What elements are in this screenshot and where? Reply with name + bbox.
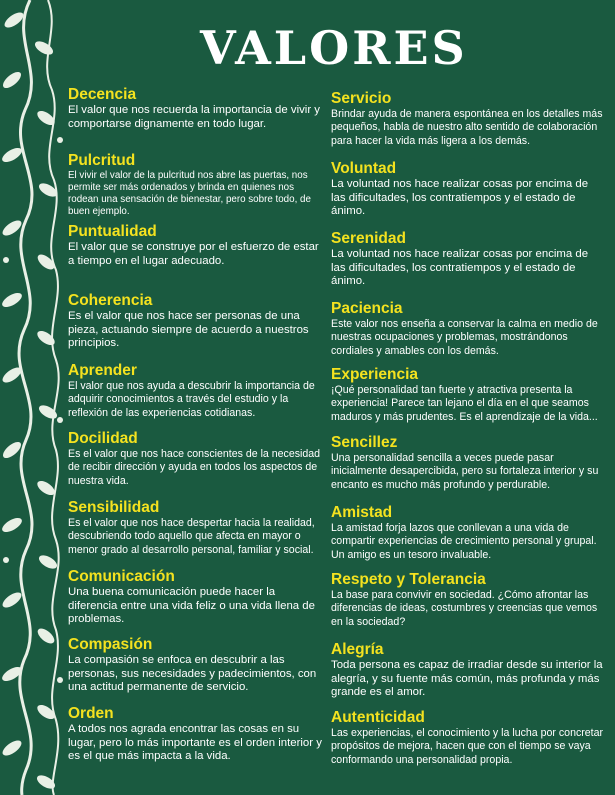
page-title: VALORES: [200, 21, 468, 75]
value-name: Experiencia: [331, 366, 419, 383]
value-description: El valor que nos ayuda a descubrir la importancia de adquirir conocimientos a través del estudio y la reflexión de las experiencias cotidianas.: [68, 380, 315, 419]
value-entry: [68, 430, 326, 488]
value-name: Respeto y Tolerancia: [331, 571, 486, 588]
value-entry: [68, 705, 326, 764]
value-description: Este valor nos enseña a conservar la calma en medio de nuestras ocupaciones y problemas, mostrándonos cordiales y amables con los demás.: [331, 318, 598, 357]
value-entry: [68, 86, 326, 131]
value-description: ¡Qué personalidad tan fuerte y atractiva presenta la experiencia! Parece tan lejano el día en el que seamos maduros y más prudentes. Es el aprendizaje de la vida...: [331, 384, 598, 423]
value-name: Orden: [68, 705, 114, 722]
value-name: Amistad: [331, 504, 393, 521]
value-description: La compasión se enfoca en descubrir a las personas, sus necesidades y padecimientos, con una actitud permanente de servicio.: [68, 654, 317, 694]
value-description: A todos nos agrada encontrar las cosas en su lugar, pero lo más importante es el orden interior y es el que más impacta a la vida.: [68, 723, 322, 763]
vine-leaves-icon: [0, 0, 70, 795]
value-name: Alegría: [331, 641, 384, 658]
value-description: El valor que nos recuerda la importancia de vivir y comportarse dignamente en todo lugar.: [68, 104, 320, 130]
value-description: Una buena comunicación puede hacer la diferencia entre una vida feliz o una vida llena de problemas.: [68, 586, 315, 626]
value-entry: [68, 152, 326, 218]
value-entry: [68, 223, 326, 268]
value-name: Pulcritud: [68, 152, 136, 169]
value-entry: [68, 292, 326, 351]
value-description: El valor que se construye por el esfuerzo de estar a tiempo en el lugar adecuado.: [68, 241, 319, 267]
value-entry: [331, 90, 605, 148]
value-description: Las experiencias, el conocimiento y la lucha por concretar propósitos de mejora, hacen que con el tiempo se vaya conformando una personalidad propia.: [331, 727, 604, 766]
value-name: Serenidad: [331, 230, 406, 247]
value-name: Docilidad: [68, 430, 138, 447]
value-entry: [331, 641, 605, 700]
value-description: Toda persona es capaz de irradiar desde su interior la alegría, y su fuente más común, más profunda y más grande es el amor.: [331, 659, 603, 699]
value-entry: [331, 709, 605, 767]
value-entry: [331, 366, 605, 424]
value-name: Paciencia: [331, 300, 403, 317]
value-name: Sensibilidad: [68, 499, 160, 516]
value-entry: [331, 230, 605, 289]
value-description: La voluntad nos hace realizar cosas por encima de las dificultades, los contratiempos y el estado de ánimo.: [331, 248, 589, 288]
value-name: Decencia: [68, 86, 137, 103]
value-name: Compasión: [68, 636, 153, 653]
value-description: Brindar ayuda de manera espontánea en los detalles más pequeños, habla de nuestro alto sentido de colaboración para hacer la vida más ligera a los demás.: [331, 108, 603, 147]
value-description: Es el valor que nos hace ser personas de una pieza, actuando siempre de acuerdo a nuestros principios.: [68, 310, 309, 350]
value-name: Autenticidad: [331, 709, 425, 726]
value-name: Voluntad: [331, 160, 397, 177]
value-entry: [68, 499, 326, 557]
value-description: La amistad forja lazos que conllevan a una vida de compartir experiencias de crecimiento personal y grupal. Un amigo es un tesoro invaluable.: [331, 522, 597, 561]
value-name: Servicio: [331, 90, 392, 107]
value-entry: [331, 434, 605, 492]
value-entry: [331, 571, 605, 629]
value-description: Es el valor que nos hace despertar hacia la realidad, descubriendo todo aquello que afecta en mayor o menor grado al desarrollo personal, familiar y social.: [68, 517, 315, 556]
value-entry: [331, 504, 605, 562]
value-description: El vivir el valor de la pulcritud nos abre las puertas, nos permite ser más ordenados y brinda en quienes nos rodean una sensación de bienestar, pero sobre todo, de buen ejemplo.: [68, 170, 311, 217]
value-description: Es el valor que nos hace conscientes de la necesidad de recibir dirección y ayuda en todos los aspectos de nuestra vida.: [68, 448, 321, 487]
value-entry: [68, 568, 326, 627]
value-entry: [331, 300, 605, 358]
value-description: La voluntad nos hace realizar cosas por encima de las dificultades, los contratiempos y el estado de ánimo.: [331, 178, 589, 218]
value-entry: [331, 160, 605, 219]
value-name: Aprender: [68, 362, 137, 379]
value-name: Sencillez: [331, 434, 398, 451]
value-name: Coherencia: [68, 292, 153, 309]
value-name: Comunicación: [68, 568, 175, 585]
value-description: Una personalidad sencilla a veces puede pasar inicialmente desapercibida, pero su fortaleza interior y su encanto es mucho más profundo y perdurable.: [331, 452, 599, 491]
value-name: Puntualidad: [68, 223, 157, 240]
value-description: La base para convivir en sociedad. ¿Cómo afrontar las diferencias de ideas, costumbres y creencias que vemos en la sociedad?: [331, 589, 598, 628]
value-entry: [68, 362, 326, 420]
value-entry: [68, 636, 326, 695]
